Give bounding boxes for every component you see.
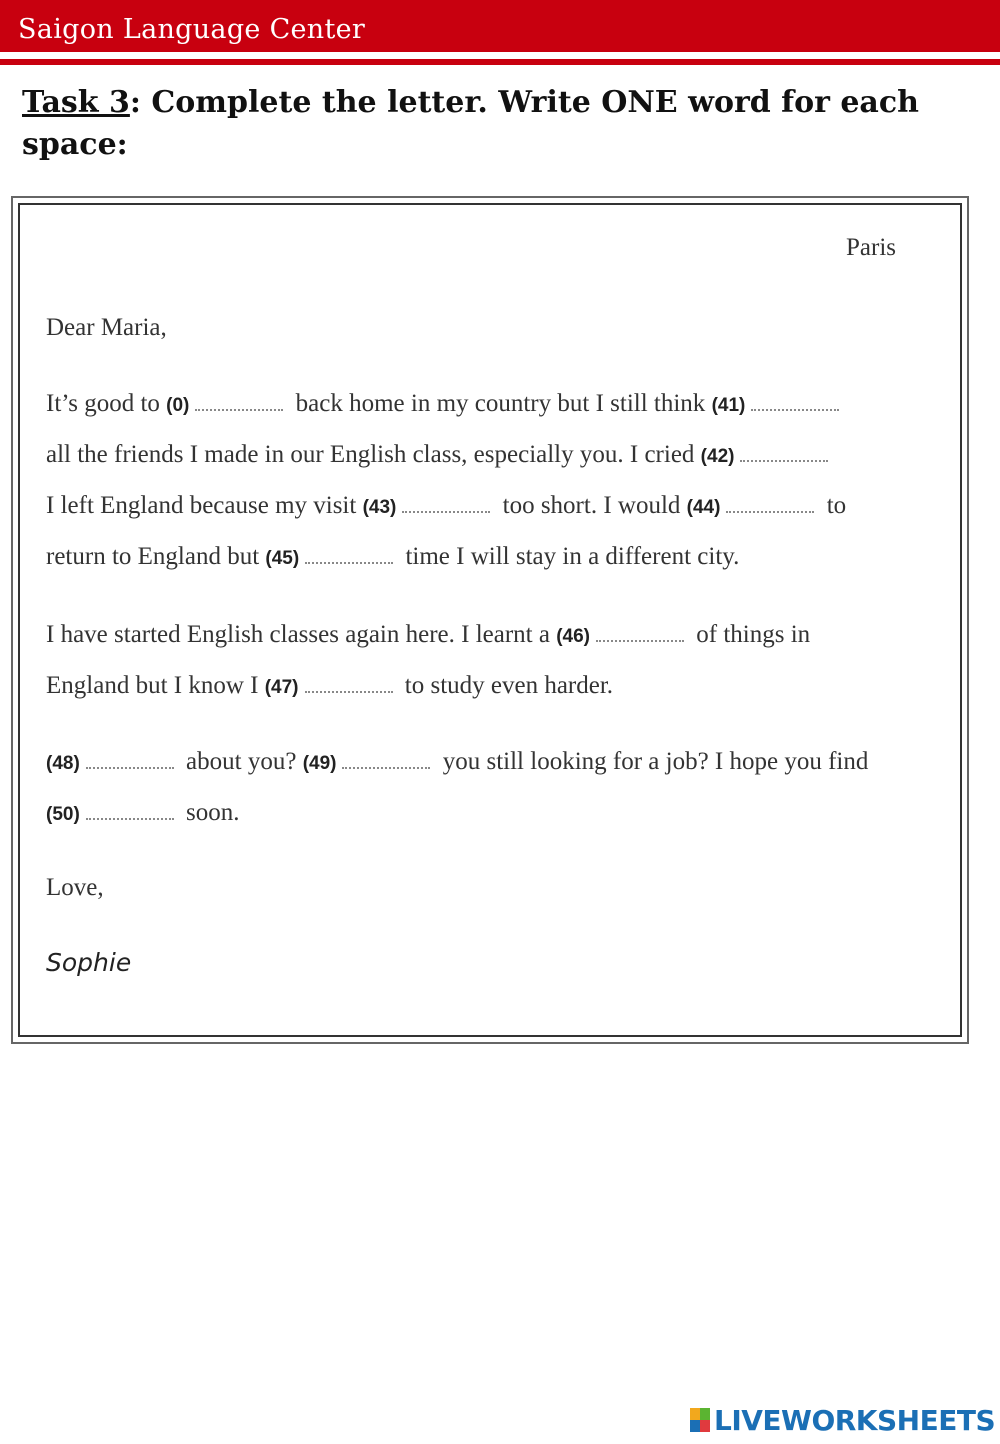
blank-number: (44) (686, 497, 721, 518)
blank-number: (49) (302, 753, 337, 774)
answer-blank[interactable] (86, 806, 174, 820)
letter-line (46, 492, 846, 520)
letter-text: It’s good to (46, 390, 167, 417)
answer-blank[interactable] (305, 550, 393, 564)
blank-number: (0) (166, 395, 190, 416)
answer-blank[interactable] (596, 628, 684, 642)
task-instruction: : Complete the letter. Write ONE word for each space: (22, 85, 919, 162)
letter-text: to study even harder. (398, 672, 614, 699)
letter-text: I left England because my visit (46, 492, 363, 519)
liveworksheets-text: LIVEWORKSHEETS (714, 1403, 996, 1437)
answer-blank[interactable] (195, 397, 283, 411)
liveworksheets-logo (690, 1404, 995, 1436)
letter-text: time I will stay in a different city. (399, 543, 740, 570)
letter-text: about you? (179, 748, 303, 775)
blank-number: (47) (264, 677, 299, 698)
letter-line (46, 748, 868, 776)
letter-text: all the friends I made in our English class, especially you. I cried (46, 441, 701, 468)
task-label: Task 3 (22, 85, 130, 120)
letter-city: Paris (846, 234, 896, 261)
letter-signature: Sophie (46, 948, 132, 977)
letter-line (46, 672, 613, 700)
letter-line (46, 799, 240, 827)
answer-blank[interactable] (342, 755, 430, 769)
letter-text: return to England but (46, 543, 266, 570)
answer-blank[interactable] (751, 397, 839, 411)
letter-line (46, 441, 834, 469)
blank-number: (50) (46, 804, 80, 825)
letter-text: back home in my country but I still think (289, 390, 712, 417)
liveworksheets-icon (690, 1408, 710, 1432)
letter-text: England but I know I (46, 672, 265, 699)
letter-line (46, 543, 739, 571)
letter-text: to (820, 492, 847, 519)
letter-line (46, 621, 810, 649)
letter-line (46, 390, 845, 418)
blank-number: (45) (265, 548, 300, 569)
letter-greeting: Dear Maria, (46, 314, 167, 341)
blank-number: (46) (556, 626, 591, 647)
blank-number: (48) (46, 753, 80, 774)
answer-blank[interactable] (305, 679, 393, 693)
blank-number: (42) (700, 446, 735, 467)
blank-number: (41) (711, 395, 746, 416)
answer-blank[interactable] (726, 499, 814, 513)
answer-blank[interactable] (740, 448, 828, 462)
answer-blank[interactable] (86, 755, 174, 769)
letter-closing: Love, (46, 874, 104, 901)
letter-text: of things in (690, 621, 811, 648)
blank-number: (43) (362, 497, 397, 518)
letter-text: I have started English classes again here. I learnt a (46, 621, 557, 648)
center-name: Saigon Language Center (18, 14, 366, 45)
letter-text: you still looking for a job? I hope you find (436, 748, 869, 775)
answer-blank[interactable] (402, 499, 490, 513)
letter-text: soon. (179, 799, 240, 826)
letter-text: too short. I would (496, 492, 687, 519)
